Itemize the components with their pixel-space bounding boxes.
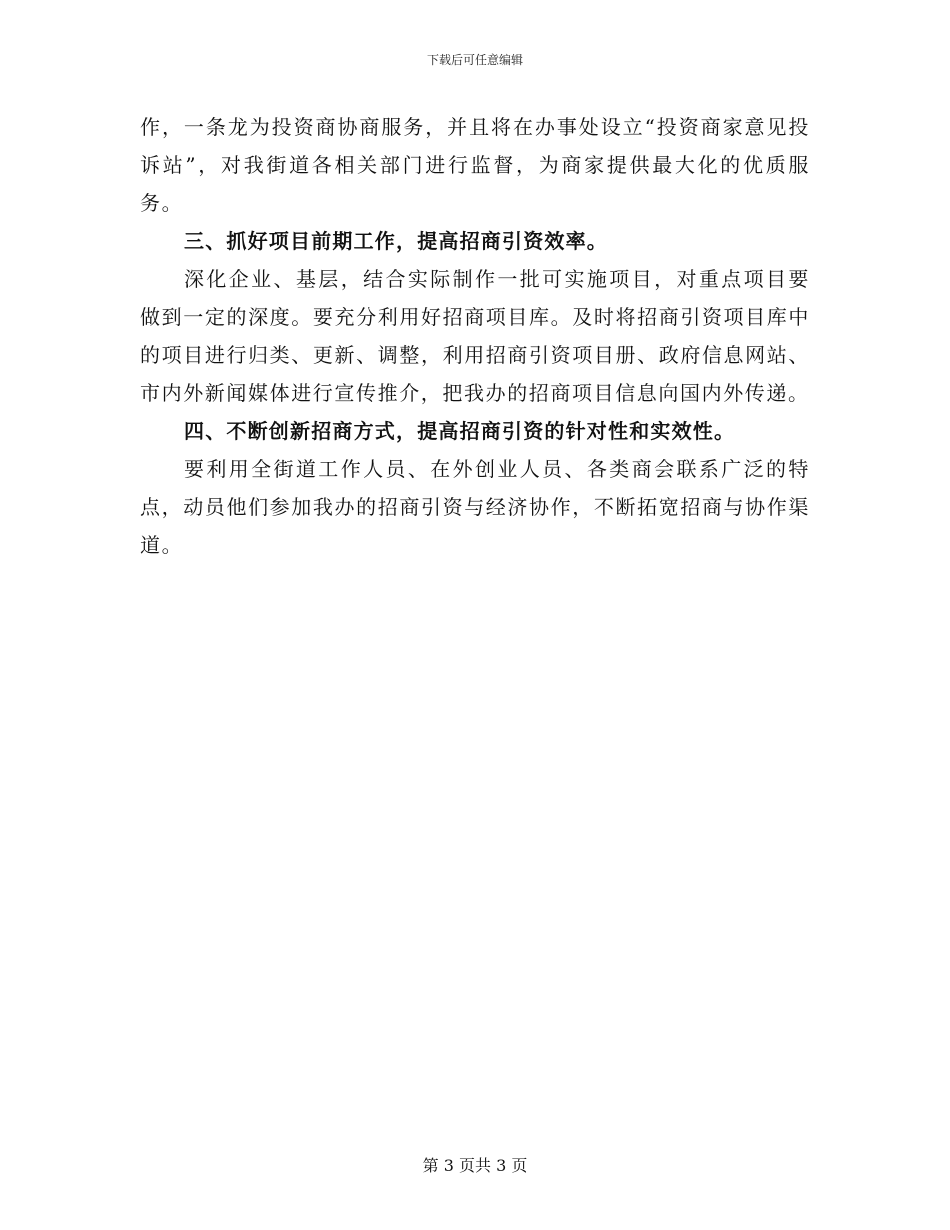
section-heading-3: 三、抓好项目前期工作，提高招商引资效率。	[184, 229, 608, 253]
paragraph-section-3: 深化企业、基层，结合实际制作一批可实施项目，对重点项目要做到一定的深度。要充分利用好招商项目库。及时将招商引资项目库中的项目进行归类、更新、调整，利用招商引资项目册、政府信息网站、市内外新闻媒体进行宣传推介，把我办的招商项目信息向国内外传递。	[140, 267, 810, 405]
page-number: 第 3 页共 3 页	[422, 1156, 528, 1175]
paragraph-section-4: 要利用全街道工作人员、在外创业人员、各类商会联系广泛的特点，动员他们参加我办的招商引资与经济协作，不断拓宽招商与协作渠道。	[140, 457, 810, 557]
document-body	[140, 108, 810, 564]
section-heading-4: 四、不断创新招商方式，提高招商引资的针对性和实效性。	[184, 419, 736, 443]
paragraph-continued: 作，一条龙为投资商协商服务，并且将在办事处设立“投资商家意见投诉站”，对我街道各相关部门进行监督，为商家提供最大化的优质服务。	[140, 115, 810, 215]
page-header: 下载后可任意编辑	[426, 53, 523, 67]
